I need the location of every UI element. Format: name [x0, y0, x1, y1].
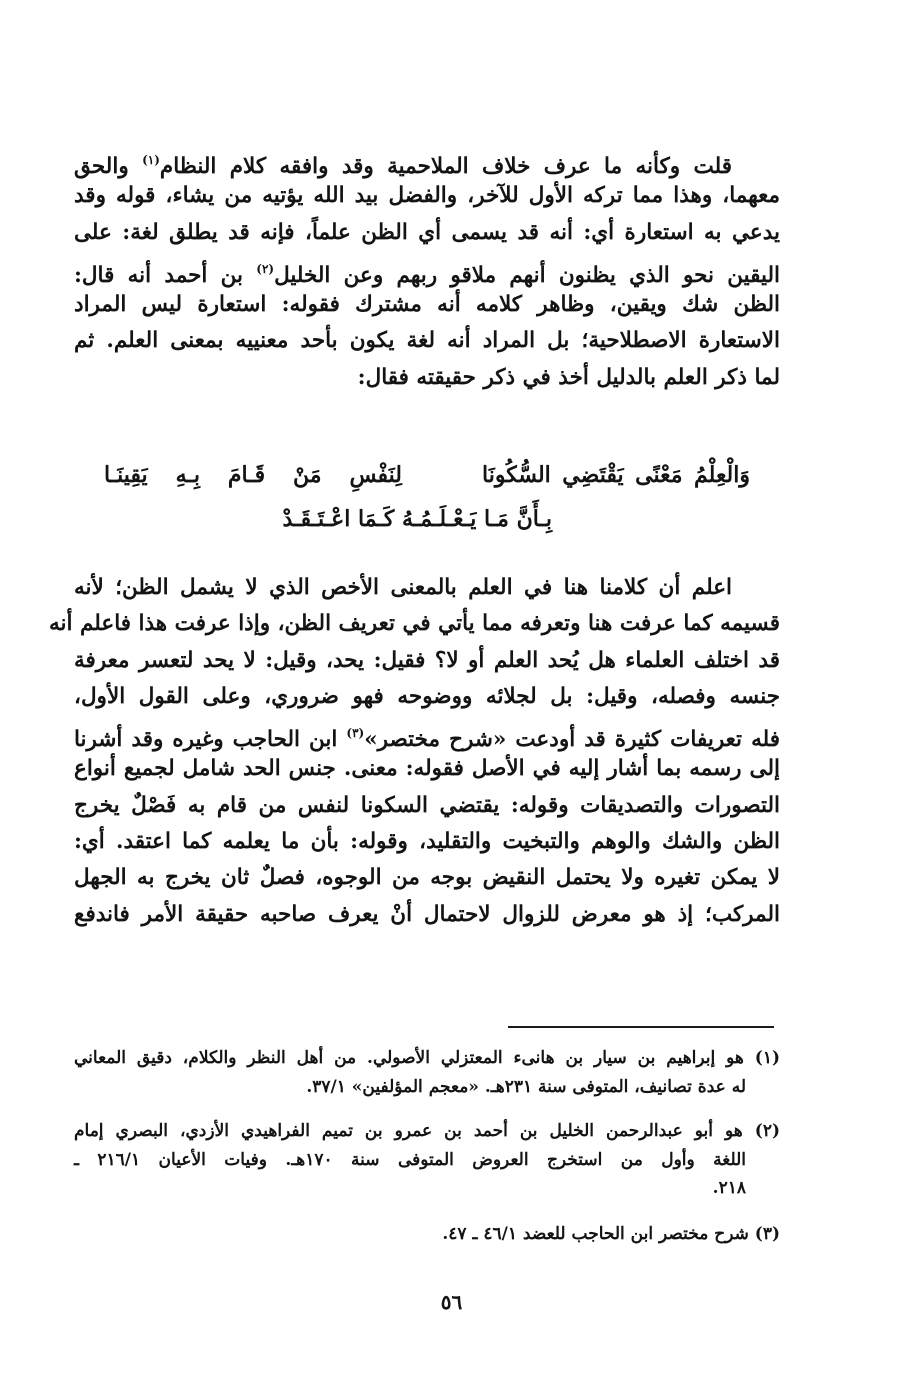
footnote-marker[interactable]: (٢): [256, 261, 275, 276]
text-line: التصورات والتصديقات وقوله: يقتضي السكونا لنفس من قام به فَصْلٌ يخرج: [74, 792, 780, 818]
text-line: يدعي به استعارة أي: أنه قد يسمى أي الظن علماً، فإنه قد يطلق لغة: على: [74, 219, 780, 245]
footnote-line: (٢) هو أبو عبدالرحمن الخليل بن أحمد بن عمرو بن تميم الفراهيدي الأزدي، البصري إمام: [74, 1121, 781, 1141]
text-line: المركب؛ إذ هو معرض للزوال لاحتمال أنْ يعرف صاحبه حقيقة الأمر فاندفع: [74, 901, 780, 927]
text-line: قد اختلف العلماء هل يُحد العلم أو لا؟ فقيل: يحد، وقيل: لا يحد لتعسر معرفة: [74, 647, 780, 673]
verse-hemistich: بِـأَنَّ مَـا يَـعْـلَـمُـهُ كَـمَا اعْـتَـقَـدْ: [282, 506, 552, 532]
text-line: الظن والشك والوهم والتبخيت والتقليد، وقوله: بأن ما يعلمه كما اعتقد. أي:: [74, 829, 780, 855]
verse-hemistich: وَالْعِلْمُ مَعْنًى يَقْتَضِي السُّكُونَا: [482, 462, 750, 488]
text-line: جنسه وفصله، وقيل: بل لجلائه ووضوحه فهو ضروري، وعلى القول الأول،: [74, 683, 780, 709]
footnote-line: ٢١٨.: [712, 1178, 746, 1198]
text-line: فله تعريفات كثيرة قد أودعت «شرح مختصر»$^{(٣)}$ ابن الحاجب وغيره وقد أشرنا: [74, 726, 780, 753]
footnote-marker[interactable]: (١): [142, 153, 160, 167]
text-line: اليقين نحو الذي يظنون أنهم ملاقو ربهم وعن الخليل$^{(٢)}$ بن أحمد أنه قال:: [74, 261, 780, 288]
text-line: قلت وكأنه ما عرف خلاف الملاحمية وقد وافقه كلام النظام$^{(١)}$ والحق: [74, 153, 732, 179]
text-line: إلى رسمه بما أشار إليه في الأصل فقوله: معنى. جنس الحد شامل لجميع أنواع: [74, 756, 780, 782]
verse-row: [74, 462, 780, 506]
text-line: قسيمه كما عرفت هنا وتعرفه مما يأتي في تعريف الظن، وإذا عرفت هذا فاعلم أنه: [49, 611, 780, 637]
footnote-marker[interactable]: (٣): [346, 726, 365, 741]
verse-row: [74, 506, 780, 550]
footnote-2: [74, 1117, 780, 1203]
text-line: الاستعارة الاصطلاحية؛ بل المراد أنه لغة يكون بأحد معنييه بمعنى العلم. ثم: [74, 328, 780, 354]
footnote-separator: [508, 1026, 774, 1028]
text-line: لا يمكن تغيره ولا يحتمل النقيض بوجه من الوجوه، فصلٌ ثان يخرج به الجهل: [74, 865, 780, 891]
footnote-line: له عدة تصانيف، المتوفى سنة ٢٣١هـ. «معجم المؤلفين» ٣٧/١.: [306, 1076, 746, 1097]
footnote-number: (١): [754, 1048, 781, 1068]
footnote-line: (١) هو إبراهيم بن سيار بن هانىء المعتزلي الأصولي. من أهل النظر والكلام، دقيق المعاني: [74, 1048, 781, 1068]
footnote-3: [74, 1220, 780, 1249]
paragraph-1: [74, 142, 780, 396]
text-line: اعلم أن كلامنا هنا في العلم بالمعنى الأخص الذي لا يشمل الظن؛ لأنه: [74, 575, 732, 600]
footnote-line: (٣) شرح مختصر ابن الحاجب للعضد ٤٦/١ ـ ٤٧.: [442, 1224, 780, 1244]
footnote-1: [74, 1044, 780, 1101]
page-number: ٥٦: [440, 1290, 463, 1314]
footnote-number: (٢): [754, 1121, 781, 1141]
paragraph-2: [49, 570, 780, 933]
verse-hemistich: لِنَفْسِ مَنْ قَـامَ بِـهِ يَقِينَـا: [104, 462, 402, 488]
text-line: الظن شك ويقين، وظاهر كلامه أنه مشترك فقوله: استعارة ليس المراد: [74, 292, 780, 318]
text-line: معهما، وهذا مما تركه الأول للآخر، والفضل بيد الله يؤتيه من يشاء، قوله وقد: [74, 183, 780, 209]
footnote-line: اللغة وأول من استخرج العروض المتوفى سنة ١٧٠هـ. وفيات الأعيان ٢١٦/١ ـ: [74, 1149, 746, 1170]
footnote-number: (٣): [754, 1224, 780, 1244]
text-line: لما ذكر العلم بالدليل أخذ في ذكر حقيقته فقال:: [357, 364, 780, 390]
